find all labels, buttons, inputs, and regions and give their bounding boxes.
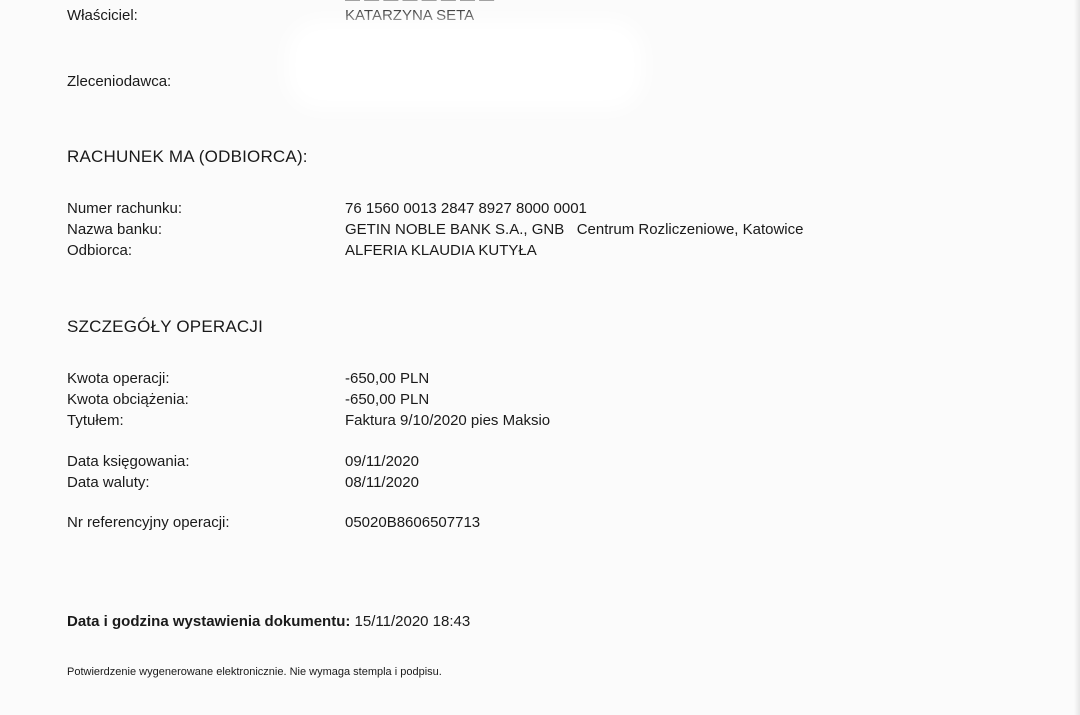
details-section-heading: SZCZEGÓŁY OPERACJI <box>67 317 263 336</box>
footer-note: Potwierdzenie wygenerowane elektronicznie. Nie wymaga stempla i podpisu. <box>67 666 442 678</box>
page-edge-shadow <box>1074 0 1080 715</box>
amount-value: -650,00 PLN <box>345 370 430 387</box>
redacted-area <box>300 34 630 96</box>
document-date <box>67 613 470 630</box>
value-date-label: Data waluty: <box>67 474 150 491</box>
title-label: Tytułem: <box>67 412 124 429</box>
document-date-label: Data i godzina wystawienia dokumentu: <box>67 613 351 630</box>
charge-value: -650,00 PLN <box>345 391 430 408</box>
owner-value: KATARZYNA SETA <box>345 7 475 24</box>
recipient-label: Odbiorca: <box>67 242 133 259</box>
recipient-value: ALFERIA KLAUDIA KUTYŁA <box>345 242 537 259</box>
owner-label: Właściciel: <box>67 7 138 24</box>
reference-value: 05020B8606507713 <box>345 514 481 531</box>
charge-label: Kwota obciążenia: <box>67 391 189 408</box>
account-number-value: 76 1560 0013 2847 8927 8000 0001 <box>345 200 587 217</box>
document-date-value: 15/11/2020 18:43 <box>354 613 471 630</box>
value-date-value: 08/11/2020 <box>345 474 419 491</box>
booking-date-label: Data księgowania: <box>67 453 190 470</box>
account-number-label: Numer rachunku: <box>67 200 183 217</box>
booking-date-value: 09/11/2020 <box>345 453 419 470</box>
bank-name-value: GETIN NOBLE BANK S.A., GNB Centrum Rozliczeniowe, Katowice <box>345 221 804 238</box>
title-value: Faktura 9/10/2020 pies Maksio <box>345 412 551 429</box>
principal-label: Zleceniodawca: <box>67 73 172 90</box>
recipient-section-heading: RACHUNEK MA (ODBIORCA): <box>67 147 308 166</box>
bank-name-label: Nazwa banku: <box>67 221 163 238</box>
reference-label: Nr referencyjny operacji: <box>67 514 230 531</box>
amount-label: Kwota operacji: <box>67 370 170 387</box>
